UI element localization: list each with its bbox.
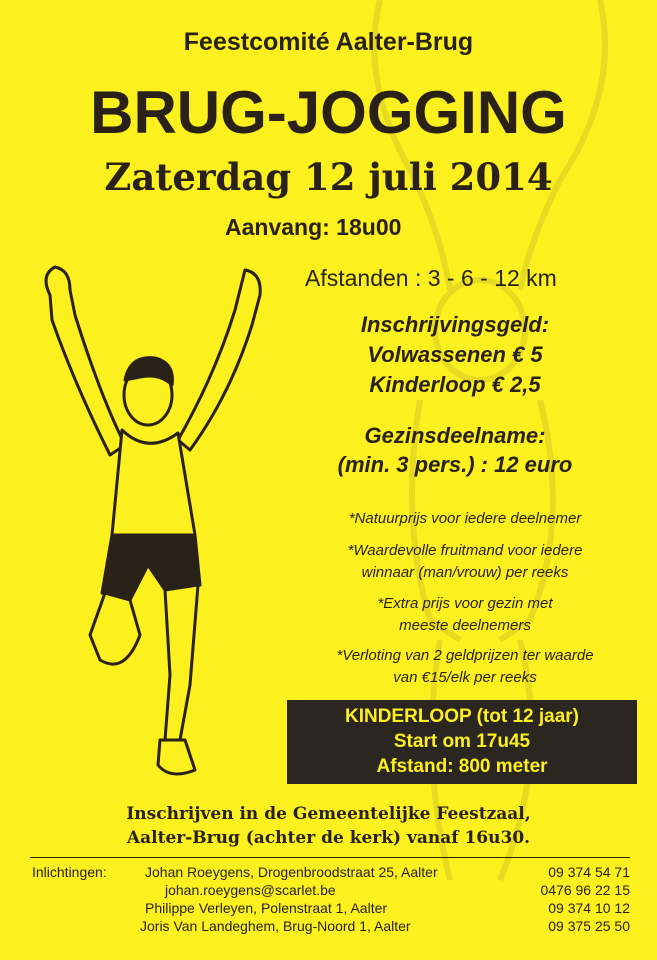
contact-text: Joris Van Landeghem, Brug-Noord 1, Aalter [140,918,411,934]
info-label: Inlichtingen: [32,864,107,880]
prize-item: *Waardevolle fruitmand voor iedere winnaar (man/vrouw) per reeks [347,542,583,581]
fee-kids: Kinderloop € 2,5 [369,372,541,397]
event-date: Zaterdag 12 juli 2014 [104,155,553,199]
contact-text: Johan Roeygens, Drogenbroodstraat 25, Aalter [145,864,438,880]
runner-illustration [30,255,280,795]
prize-item: *Verloting van 2 geldprijzen ter waarde van €15/elk per reeks [336,647,594,686]
kinderloop-start: Start om 17u45 [393,731,531,752]
start-time: Aanvang: 18u00 [225,214,402,240]
divider [30,857,630,858]
kinderloop-box [287,700,637,784]
contact-phone: 09 374 10 12 [548,900,630,916]
kinderloop-title: KINDERLOOP (tot 12 jaar) [344,706,580,727]
registration-info: Inschrijven in de Gemeentelijke Feestzaal, Aalter-Brug (achter de kerk) vanaf 16u30. [126,804,531,848]
prize-item: *Natuurprijs voor iedere deelnemer [348,510,582,527]
family-heading: Gezinsdeelname: [364,423,546,448]
fee-adults: Volwassenen € 5 [367,342,543,367]
event-title: BRUG-JOGGING [90,79,567,146]
distances: Afstanden : 3 - 6 - 12 km [305,265,557,291]
fee-heading: Inschrijvingsgeld: [360,312,550,337]
organizer-name: Feestcomité Aalter-Brug [183,28,474,56]
contact-phone: 0476 96 22 15 [540,882,630,898]
contact-phone: 09 375 25 50 [548,918,630,934]
kinderloop-distance: Afstand: 800 meter [376,756,548,777]
prize-item: *Extra prijs voor gezin met meeste deelnemers [377,595,553,634]
contact-phone: 09 374 54 71 [548,864,630,880]
family-fee: (min. 3 pers.) : 12 euro [337,452,573,477]
contact-text: Philippe Verleyen, Polenstraat 1, Aalter [145,900,388,916]
contact-email: johan.roeygens@scarlet.be [165,882,336,898]
